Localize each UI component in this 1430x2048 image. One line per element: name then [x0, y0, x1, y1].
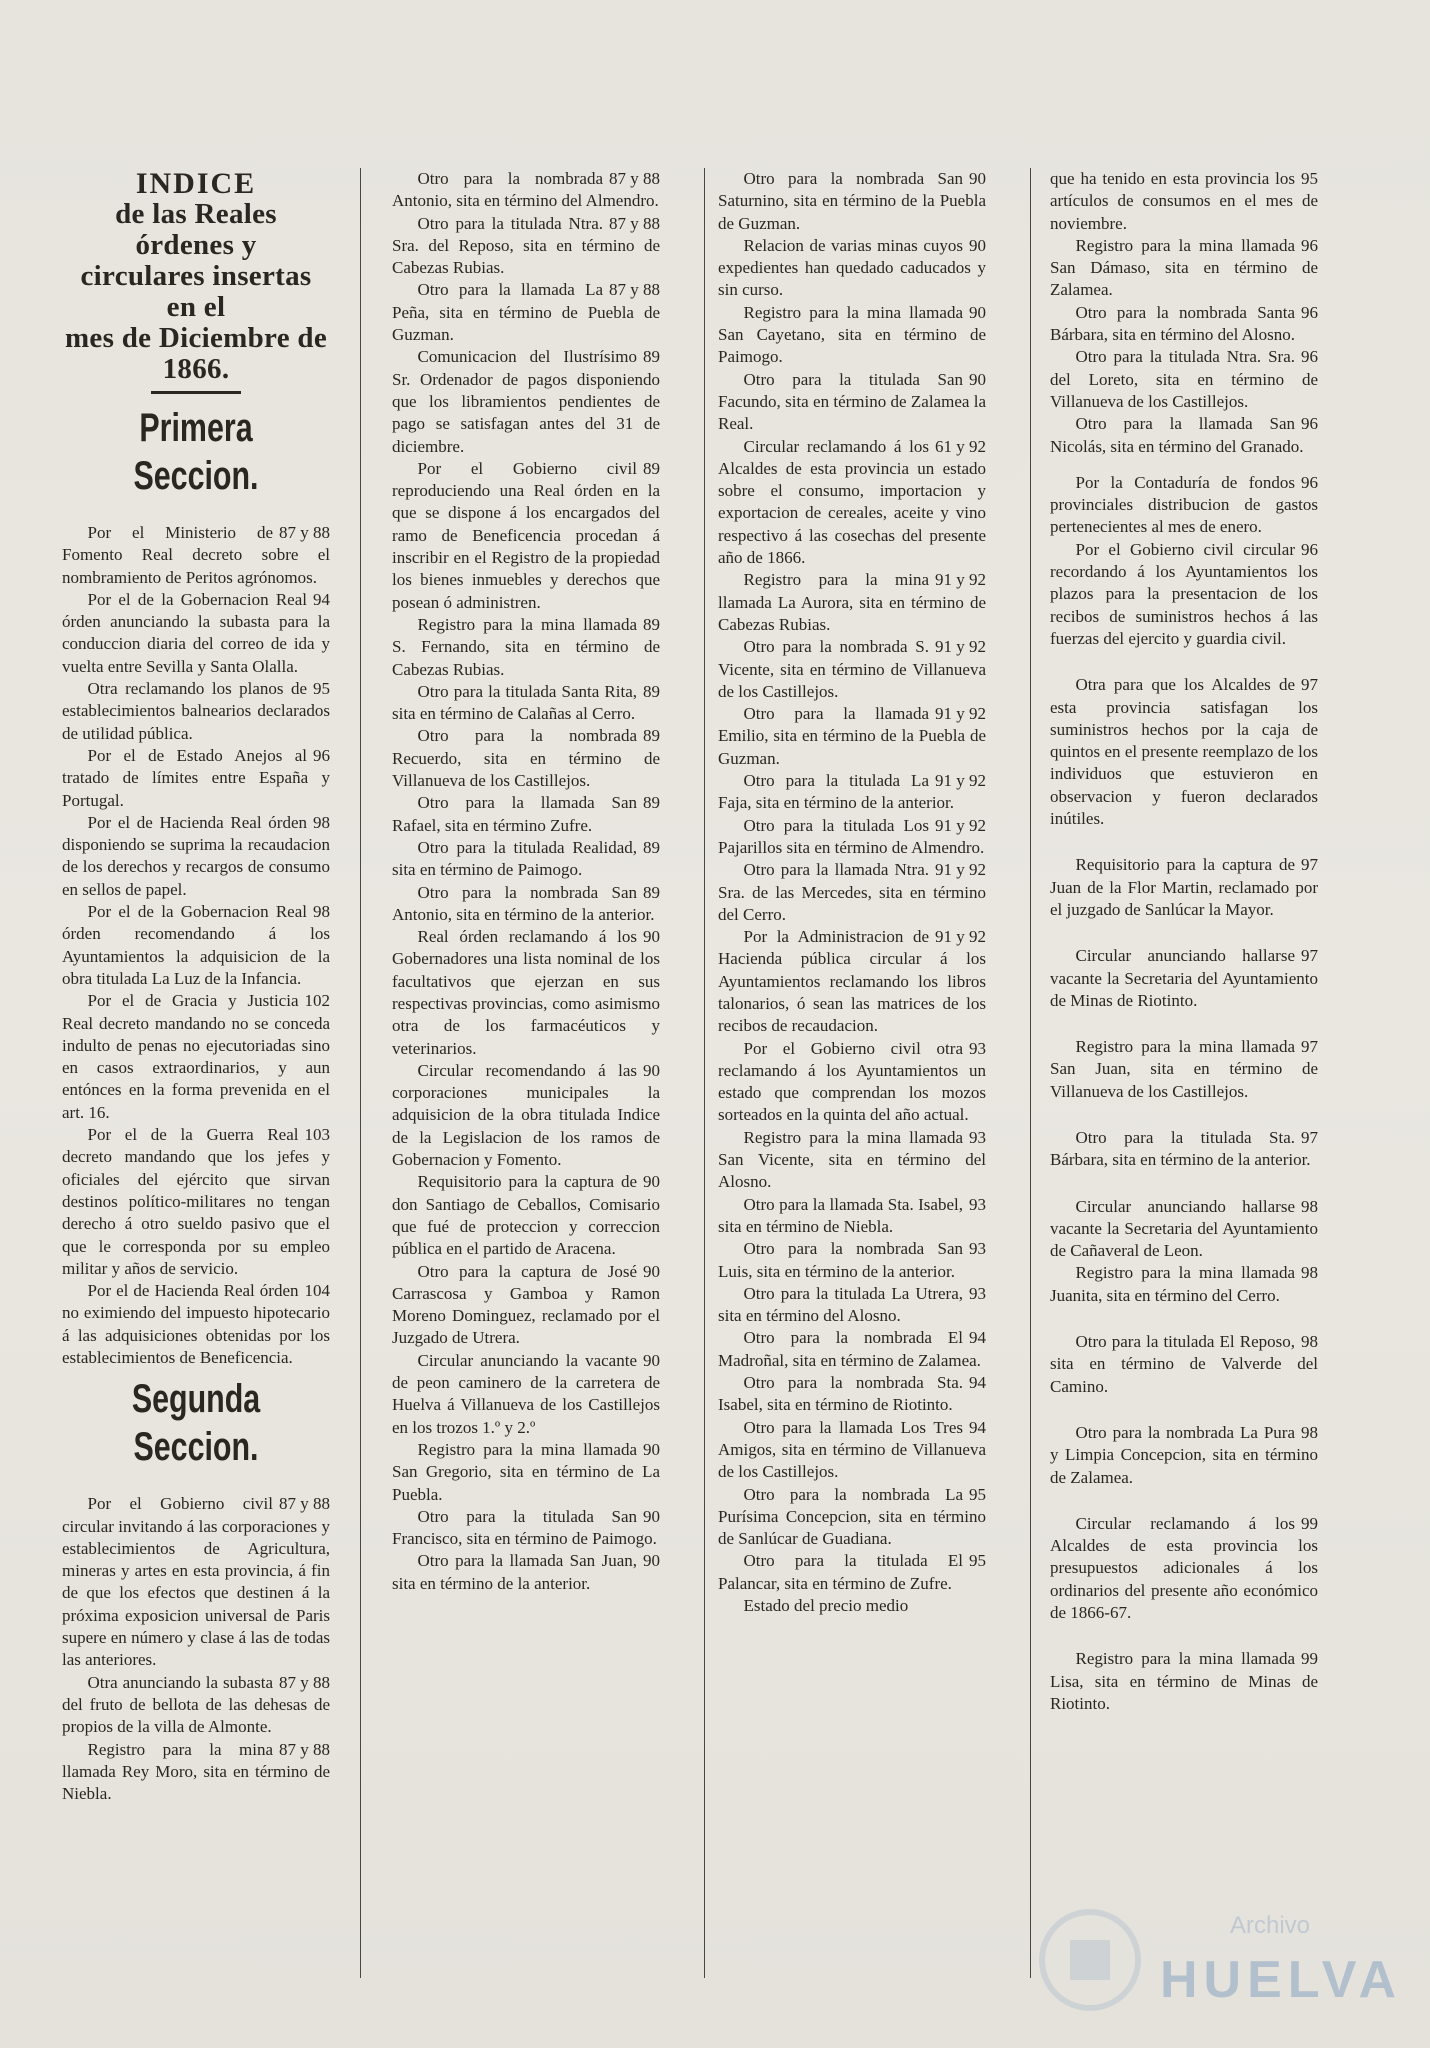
page-number: 95 [969, 1484, 986, 1504]
entry-text: Otro para la llamada Sta. Isabel, sita en término de Niebla. [718, 1194, 963, 1236]
page-number: 89 [643, 793, 660, 813]
index-entry [718, 926, 986, 1037]
entry-text: Otro para la llamada San Juan, sita en término de la anterior. [392, 1551, 637, 1593]
title-divider [151, 391, 241, 394]
title-line: INDICE [135, 167, 257, 200]
page-number: 96 [313, 745, 330, 765]
index-entry [1050, 1262, 1318, 1307]
page-number: 95 [969, 1551, 986, 1571]
entry-text: Otro para la titulada Realidad, sita en término de Paimogo. [392, 837, 637, 880]
index-entry [718, 1372, 986, 1417]
index-entry [718, 1417, 986, 1484]
index-entry [718, 1238, 986, 1283]
column-rule [704, 168, 705, 1978]
section-heading-segunda: Segunda Seccion. [131, 1377, 261, 1470]
index-entry [718, 569, 986, 636]
index-entry [62, 1493, 330, 1671]
entry-text: Por el de la Gobernacion Real órden recomendando á los Ayuntamientos la adquisicion de la obra titulada La Luz de la Infancia. [62, 902, 330, 988]
page-number: 98 [1301, 1196, 1318, 1216]
entry-text: Registro para la mina llamada S. Fernando, sita en término de Cabezas Rubias. [392, 614, 660, 679]
page-number: 89 [643, 726, 660, 746]
page-number: 93 [969, 1038, 986, 1058]
page-number: 95 [313, 679, 330, 699]
entry-text: Por el Gobierno civil circular recordando á los Ayuntamientos los plazos para la presentacion de los recibos de suministros hechos á las fuerzas del ejercito y guardia civil. [1050, 539, 1318, 648]
page-number: 87 y 88 [279, 1494, 330, 1514]
index-entry [1050, 945, 1318, 1012]
entry-text: Otro para la titulada Santa Rita, sita en término de Calañas al Cerro. [392, 681, 637, 724]
page-number: 90 [643, 1439, 660, 1459]
index-entry [718, 302, 986, 369]
entry-text: Por el de la Gobernacion Real órden anunciando la subasta para la conduccion diaria del correo de ida y vuelta entre Sevilla y Santa Olalla. [62, 589, 330, 676]
page-number: 90 [643, 1172, 660, 1192]
entry-text: Por el de Gracia y Justicia Real decreto mandando no se conceda indulto de penas no ejecutoriadas sino en casos extraordinarios, y aun entónces en la forma prevenida en el art. 16. [62, 991, 330, 1122]
index-entry [718, 1283, 986, 1328]
index-entry [1050, 1513, 1318, 1624]
entry-text: Circular recomendando á las corporaciones municipales la adquisicion de la obra titulada Indice de la Legislacion de los ramos de Gobernacion y Fomento. [392, 1060, 660, 1170]
page-number: 61 y 92 [935, 436, 986, 456]
page-number: 97 [1301, 675, 1318, 695]
page-number: 90 [969, 235, 986, 255]
page-number: 94 [969, 1328, 986, 1348]
index-entry [62, 990, 330, 1124]
entry-text: Otro para la titulada Ntra. Sra. del Loreto, sita en término de Villanueva de los Castillejos. [1050, 347, 1318, 411]
entry-text: Requisitorio para la captura de don Santiago de Ceballos, Comisario que fué de proteccion y correccion pública en el partido de Aracena. [392, 1172, 660, 1259]
entry-text: Otro para la nombrada Santa Bárbara, sita en término del Alosno. [1050, 302, 1296, 345]
page-number: 97 [1301, 1037, 1318, 1057]
entry-text: Otro para la titulada La Utrera, sita en término del Alosno. [718, 1283, 963, 1326]
entry-text: Otro para la llamada Los Tres Amigos, sita en término de Villanueva de los Castillejos. [718, 1417, 986, 1482]
entry-text: Otra para que los Alcaldes de esta provincia satisfagan los suministros hechos por la caja de quintos en el presente reemplazo de los individuos que estuvieron en observacion y fueron declarados inútiles. [1050, 675, 1318, 829]
page-number: 89 [643, 458, 660, 478]
entry-text: Por el de Hacienda Real órden disponiendo se suprima la recaudacion de los derechos y recargos de consumo en sellos de papel. [62, 812, 330, 899]
index-entry [1050, 1127, 1318, 1172]
index-entry [62, 1672, 330, 1739]
page-number: 98 [1301, 1422, 1318, 1442]
page-number: 93 [969, 1283, 986, 1303]
page-number: 93 [969, 1239, 986, 1259]
entry-text: Otro para la nombrada La Purísima Concepcion, sita en término de Sanlúcar de Guadiana. [718, 1484, 986, 1549]
entry-text: Otro para la titulada El Palancar, sita en término de Zufre. [718, 1551, 963, 1593]
entry-text: Estado del precio medio [743, 1596, 909, 1615]
index-entry [392, 168, 660, 213]
column-rule [360, 168, 361, 1978]
index-entry [1050, 235, 1318, 302]
entry-text: Registro para la mina llamada Lisa, sita en término de Minas de Riotinto. [1050, 1649, 1318, 1713]
entry-text: Por el de la Guerra Real decreto mandando que los jefes y oficiales del ejército que sirvan destinos político-militares no tengan derecho á otro sueldo pasivo que el que le corresponda por su empleo militar y años de servicio. [62, 1125, 330, 1278]
entry-text: Por el Gobierno civil reproduciendo una Real órden en la que se dispone á los encargados del ramo de Beneficencia procedan á inscribir en el Registro de la propiedad los bienes inmuebles y derechos que posean ó administren. [392, 458, 660, 612]
page-number: 90 [643, 927, 660, 947]
index-entry [392, 1350, 660, 1439]
index-entry [718, 369, 986, 436]
page-number: 91 y 92 [935, 860, 986, 880]
entry-text: Otro para la nombrada La Pura y Limpia Concepcion, sita en término de Zalamea. [1050, 1422, 1318, 1487]
index-entry [392, 1439, 660, 1506]
index-entry [718, 815, 986, 860]
index-entry [1050, 854, 1318, 921]
entry-text: Otro para la nombrada Antonio, sita en término del Almendro. [392, 169, 659, 211]
index-entry [62, 745, 330, 812]
page-number: 95 [1301, 169, 1318, 188]
page-number: 94 [969, 1373, 986, 1393]
index-entry [718, 1327, 986, 1372]
index-entry [718, 1484, 986, 1551]
page-number: 96 [1301, 235, 1318, 255]
index-entry [392, 279, 660, 346]
index-entry [62, 901, 330, 990]
entry-text: Otra anunciando la subasta del fruto de bellota de las dehesas de propios de la villa de Almonte. [62, 1672, 330, 1737]
index-entry [718, 1194, 986, 1239]
page-number: 102 [304, 991, 330, 1011]
entry-text: Circular anunciando hallarse vacante la Secretaria del Ayuntamiento de Cañaveral de Leon. [1050, 1196, 1318, 1261]
watermark-label: Archivo [1230, 1912, 1311, 1939]
index-entry [392, 725, 660, 792]
index-entry [392, 882, 660, 927]
entry-text: Relacion de varias minas cuyos expedientes han quedado caducados y sin curso. [718, 235, 986, 300]
index-entry [1050, 302, 1318, 347]
entry-text: Registro para la mina llamada San Gregorio, sita en término de La Puebla. [392, 1439, 660, 1504]
entry-text: Registro para la mina llamada San Juan, sita en término de Villanueva de los Castillejos. [1050, 1037, 1318, 1101]
page-number: 96 [1301, 347, 1318, 367]
page-number: 91 y 92 [935, 637, 986, 657]
entries-primera [62, 522, 330, 1369]
index-entry [62, 589, 330, 678]
index-entry [392, 1506, 660, 1551]
index-entry [1050, 472, 1318, 539]
page-number: 87 y 88 [609, 280, 660, 300]
page-number: 91 y 92 [935, 771, 986, 791]
entry-text: Otro para la nombrada El Madroñal, sita en término de Zalamea. [718, 1328, 981, 1370]
index-entry [392, 213, 660, 280]
title-line: de las Reales órdenes y [115, 198, 277, 261]
watermark-brand: HUELVA [1160, 1951, 1403, 2009]
index-entry [1050, 674, 1318, 830]
index-entry [718, 636, 986, 703]
index-entry [392, 837, 660, 882]
entry-text: que ha tenido en esta provincia los artículos de consumos en el mes de noviembre. [1050, 169, 1318, 233]
entry-text: Registro para la mina llamada La Aurora, sita en término de Cabezas Rubias. [718, 570, 986, 634]
index-entry [392, 346, 660, 457]
index-entry [392, 1261, 660, 1350]
entry-text: Otro para la titulada La Faja, sita en término de la anterior. [718, 771, 955, 813]
page-number: 96 [1301, 414, 1318, 434]
page-number: 89 [643, 614, 660, 634]
page-number: 91 y 92 [935, 704, 986, 724]
index-entry [718, 1550, 986, 1595]
entry-text: Otro para la nombrada San Saturnino, sita en término de la Puebla de Guzman. [718, 169, 986, 233]
entry-text: Registro para la mina llamada San Dámaso, sita en término de Zalamea. [1050, 235, 1318, 300]
page-number: 93 [969, 1194, 986, 1214]
page-number: 99 [1301, 1513, 1318, 1533]
page-number: 94 [969, 1417, 986, 1437]
index-entry [62, 1124, 330, 1280]
page-number: 99 [1301, 1649, 1318, 1669]
entry-text: Registro para la mina llamada Juanita, sita en término del Cerro. [1050, 1263, 1295, 1305]
entry-text: Otro para la llamada San Nicolás, sita en término del Granado. [1050, 414, 1304, 456]
index-entry [718, 168, 986, 235]
entry-text: Otro para la nombrada San Antonio, sita en término de la anterior. [392, 882, 655, 924]
entry-text: Otro para la llamada La Peña, sita en término de Puebla de Guzman. [392, 280, 660, 345]
entry-text: Por el Gobierno civil circular invitando á las corporaciones y establecimientos de Agricultura, mineras y artes en esta provincia, á fin de que los efectos que destinen á la próxima exposicion universal de Paris supere en número y clase á las de todas las anteriores. [62, 1494, 330, 1670]
page-number: 89 [643, 681, 660, 701]
page-number: 91 y 92 [935, 570, 986, 590]
entry-text: Registro para la mina llamada Rey Moro, sita en término de Niebla. [62, 1739, 330, 1804]
index-entry [1050, 346, 1318, 413]
column-3 [718, 168, 986, 1617]
page-number: 98 [313, 812, 330, 832]
page-number: 89 [643, 347, 660, 367]
entry-text: Por el de Estado Anejos al tratado de límites entre España y Portugal. [62, 745, 330, 810]
index-entry [718, 770, 986, 815]
page-number: 87 y 88 [279, 523, 330, 542]
entry-text: Otro para la titulada Ntra. Sra. del Reposo, sita en término de Cabezas Rubias. [392, 213, 660, 278]
index-entry [62, 1739, 330, 1806]
page-number: 98 [313, 902, 330, 922]
page-number: 96 [1301, 472, 1318, 492]
index-entry [1050, 1422, 1318, 1489]
index-entry [1050, 1331, 1318, 1398]
entry-text: Circular anunciando hallarse vacante la Secretaria del Ayuntamiento de Minas de Riotinto. [1050, 946, 1318, 1010]
page-number: 96 [1301, 539, 1318, 559]
page-number: 89 [643, 882, 660, 902]
index-entry [718, 859, 986, 926]
page-number: 93 [969, 1127, 986, 1147]
entry-text: Registro para la mina llamada San Cayetano, sita en término de Paimogo. [718, 302, 986, 367]
title-line: mes de Diciembre de [64, 322, 328, 354]
page-number: 90 [969, 302, 986, 322]
entry-text: Otro para la titulada San Facundo, sita en término de Zalamea la Real. [718, 369, 986, 434]
title-line: 1866. [162, 353, 230, 385]
page-number: 90 [969, 369, 986, 389]
entry-text: Otro para la llamada Ntra. Sra. de las Mercedes, sita en término del Cerro. [718, 860, 986, 924]
index-entry [1050, 168, 1318, 235]
index-entry [718, 703, 986, 770]
entry-text: Circular reclamando á los Alcaldes de esta provincia un estado sobre el consumo, importacion y exportacion de cereales, aceite y vino respectivo á las cosechas del presente año de 1866. [718, 436, 986, 568]
index-entry [392, 458, 660, 614]
entry-text: Otro para la nombrada San Luis, sita en término de la anterior. [718, 1239, 963, 1281]
page-number: 90 [643, 1350, 660, 1370]
index-entry [1050, 1648, 1318, 1715]
page-number: 87 y 88 [279, 1739, 330, 1759]
entries-segunda [62, 1493, 330, 1805]
index-entry [392, 792, 660, 837]
index-entry [718, 436, 986, 570]
page-number: 91 y 92 [935, 815, 986, 835]
entry-text: Registro para la mina llamada San Vicente, sita en término del Alosno. [718, 1127, 986, 1192]
entry-text: Otro para la llamada Emilio, sita en término de la Puebla de Guzman. [718, 704, 986, 768]
entry-text: Comunicacion del Ilustrísimo Sr. Ordenador de pagos disponiendo que los libramientos pendientes de pago se satisfagan antes del 31 de diciembre. [392, 347, 660, 456]
entry-text: Otro para la nombrada Recuerdo, sita en término de Villanueva de los Castillejos. [392, 726, 660, 791]
page-number: 91 y 92 [935, 927, 986, 947]
page-number: 90 [643, 1261, 660, 1281]
index-entry [392, 614, 660, 681]
entry-text: Por el de Hacienda Real órden no eximiendo del impuesto hipotecario á las adquisiciones obtenidas por los establecimientos de Beneficencia. [62, 1281, 330, 1367]
page-number: 103 [304, 1125, 330, 1145]
entry-text: Otro para la captura de José Carrascosa y Gamboa y Ramon Moreno Dominguez, reclamado por el Juzgado de Utrera. [392, 1261, 660, 1348]
entry-text: Por el Ministerio de Fomento Real decreto sobre el nombramiento de Peritos agrónomos. [62, 523, 330, 587]
page-number: 97 [1301, 946, 1318, 966]
page-number: 104 [304, 1281, 330, 1301]
index-entry [62, 1280, 330, 1369]
entry-text: Otro para la titulada Sta. Bárbara, sita en término de la anterior. [1050, 1127, 1311, 1170]
title-line: circulares insertas en el [80, 260, 312, 323]
entry-text: Circular anunciando la vacante de peon caminero de la carretera de Huelva á Villanueva de los Castillejos en los trozos 1.º y 2.º [392, 1350, 660, 1437]
index-entry [1050, 413, 1318, 458]
entry-text: Otro para la titulada San Francisco, sita en término de Paimogo. [392, 1506, 657, 1549]
index-entry [1050, 1036, 1318, 1103]
page-number: 87 y 88 [609, 169, 660, 188]
page-number: 90 [643, 1060, 660, 1080]
column-2 [392, 168, 660, 1595]
entry-text: Otro para la titulada El Reposo, sita en término de Valverde del Camino. [1050, 1332, 1318, 1396]
index-entry [718, 1595, 986, 1617]
entry-text: Otro para la titulada Los Pajarillos sita en término de Almendro. [718, 815, 985, 857]
page-number: 96 [1301, 302, 1318, 322]
index-entry [718, 1038, 986, 1127]
index-entry [392, 1550, 660, 1595]
entry-text: Por la Contaduría de fondos provinciales distribucion de gastos pertenecientes al mes de enero. [1050, 472, 1318, 537]
entry-text: Por el Gobierno civil otra reclamando á los Ayuntamientos un estado que comprendan los mozos sorteados en la quinta del año actual. [718, 1038, 986, 1125]
page-number: 90 [969, 169, 986, 188]
index-entry [1050, 1196, 1318, 1263]
entry-text: Otra reclamando los planos de establecimientos balnearios declarados de utilidad pública. [62, 679, 330, 743]
entry-text: Circular reclamando á los Alcaldes de esta provincia los presupuestos adicionales á los ordinarios del presente año económico de 1866-67. [1050, 1513, 1318, 1623]
page-number: 89 [643, 837, 660, 857]
index-entry [392, 1171, 660, 1260]
index-entry [62, 522, 330, 589]
index-entry [1050, 539, 1318, 650]
index-entry [392, 1060, 660, 1171]
column-4 [1050, 168, 1318, 1715]
index-entry [718, 235, 986, 302]
index-entry [718, 1127, 986, 1194]
index-title [62, 168, 330, 385]
page-number: 90 [643, 1506, 660, 1526]
column-1 [62, 168, 330, 1805]
entry-text: Real órden reclamando á los Gobernadores una lista nominal de los facultativos que ejerzan en sus respectivas provincias, como asimismo otra de los farmacéuticos y veterinarios. [392, 927, 660, 1058]
page-number: 97 [1301, 855, 1318, 875]
entry-text: Otro para la nombrada S. Vicente, sita en término de Villanueva de los Castillejos. [718, 637, 986, 701]
page-number: 87 y 88 [279, 1672, 330, 1692]
page-number: 98 [1301, 1332, 1318, 1352]
entry-text: Otro para la llamada San Rafael, sita en término Zufre. [392, 793, 637, 835]
column-rule [1030, 168, 1031, 1978]
page-number: 87 y 88 [609, 213, 660, 233]
page-number: 98 [1301, 1263, 1318, 1283]
section-heading-primera: Primera Seccion. [133, 406, 259, 498]
page-number: 94 [313, 589, 330, 609]
index-entry [392, 926, 660, 1060]
entry-text: Otro para la nombrada Sta. Isabel, sita en término de Riotinto. [718, 1373, 963, 1415]
index-entry [62, 678, 330, 745]
index-entry [392, 681, 660, 726]
page-number: 90 [643, 1551, 660, 1571]
page-number: 97 [1301, 1127, 1318, 1147]
entry-text: Requisitorio para la captura de Juan de la Flor Martin, reclamado por el juzgado de Sanlúcar la Mayor. [1050, 855, 1318, 919]
index-entry [62, 812, 330, 901]
entry-text: Por la Administracion de Hacienda pública circular á los Ayuntamientos reclamando los libros talonarios, ó sean las matrices de los recibos de recaudacion. [718, 927, 986, 1036]
